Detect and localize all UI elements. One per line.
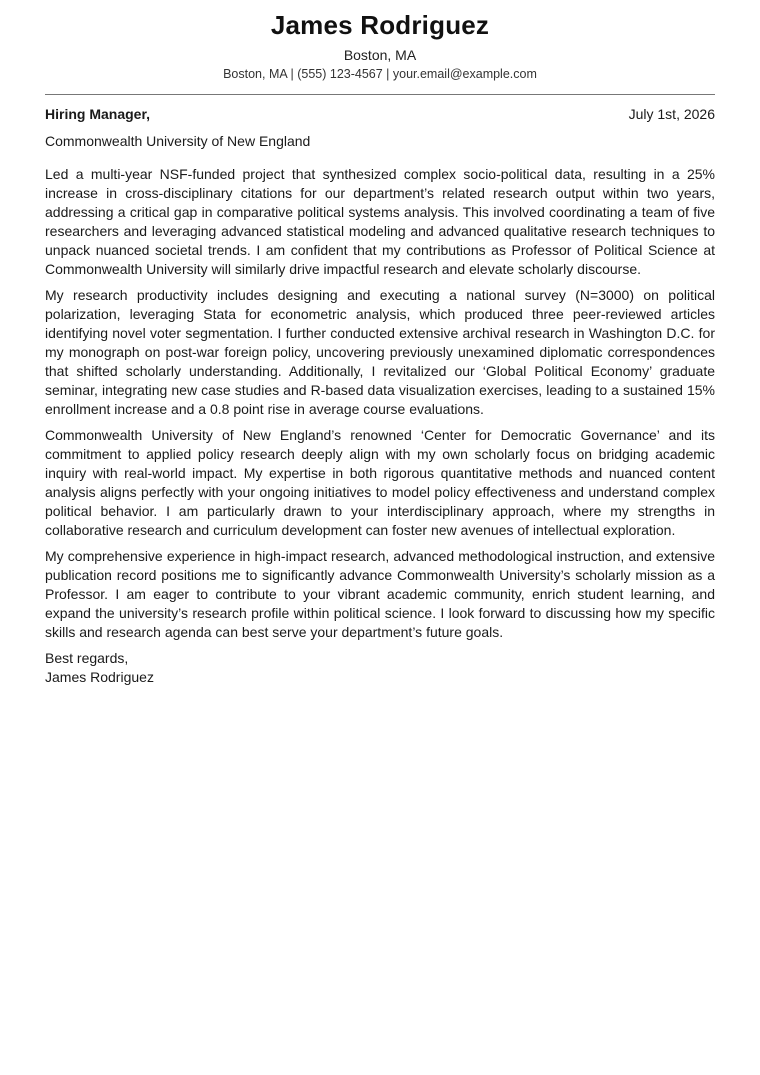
body-paragraph: My comprehensive experience in high-impact research, advanced methodological instruction, and extensive publication record positions me to significantly advance Commonwealth University’s scholarly mission as a Professor. I am eager to contribute to your vibrant academic community, enrich student learning, and expand the university’s research profile within political science. I look forward to discussing how my specific skills and research agenda can best serve your department’s future goals. bbox=[45, 548, 715, 640]
header-divider bbox=[45, 94, 715, 95]
applicant-location: Boston, MA bbox=[343, 47, 417, 63]
recipient-salutation: Hiring Manager, bbox=[45, 106, 151, 122]
letter-closing bbox=[45, 649, 715, 687]
letter-meta-row bbox=[45, 105, 715, 124]
applicant-name: James Rodriguez bbox=[270, 10, 490, 40]
contact-line: Boston, MA | (555) 123-4567 | your.email@example.com bbox=[223, 67, 537, 81]
recipient-organization: Commonwealth University of New England bbox=[45, 133, 311, 149]
letter-date: July 1st, 2026 bbox=[628, 106, 715, 122]
signature-name: James Rodriguez bbox=[45, 669, 154, 685]
letter-header bbox=[45, 0, 715, 82]
body-paragraph: My research productivity includes designing and executing a national survey (N=3000) on political polarization, leveraging Stata for econometric analysis, which produced three peer-reviewed articles identifying novel voter segmentation. I further conducted extensive archival research in Washington D.C. for my monograph on post-war foreign policy, uncovering previously unexamined diplomatic correspondences that shifted scholarly understanding. Additionally, I revitalized our ‘Global Political Economy’ graduate seminar, integrating new case studies and R-based data visualization exercises, leading to a sustained 15% enrollment increase and a 0.8 point rise in average course evaluations. bbox=[45, 287, 715, 417]
body-paragraph: Led a multi-year NSF-funded project that synthesized complex socio-political data, resulting in a 25% increase in cross-disciplinary citations for our department’s related research output within two years, addressing a critical gap in comparative political systems analysis. This involved coordinating a team of five researchers and leveraging advanced statistical modeling and advanced qualitative research techniques to unpack nuanced societal trends. I am confident that my contributions as Professor of Political Science at Commonwealth University will similarly drive impactful research and elevate scholarly discourse. bbox=[45, 166, 715, 277]
closing-phrase: Best regards, bbox=[45, 650, 129, 666]
cover-letter-page bbox=[45, 0, 715, 687]
body-paragraph: Commonwealth University of New England’s renowned ‘Center for Democratic Governance’ and its commitment to applied policy research deeply align with my own scholarly focus on bridging academic inquiry with real-world impact. My expertise in both rigorous quantitative methods and nuanced content analysis aligns perfectly with your ongoing initiatives to model policy effectiveness and understand complex political behavior. I am particularly drawn to your interdisciplinary approach, where my strengths in collaborative research and curriculum development can foster new avenues of intellectual exploration. bbox=[45, 427, 715, 538]
letter-body bbox=[45, 165, 715, 642]
